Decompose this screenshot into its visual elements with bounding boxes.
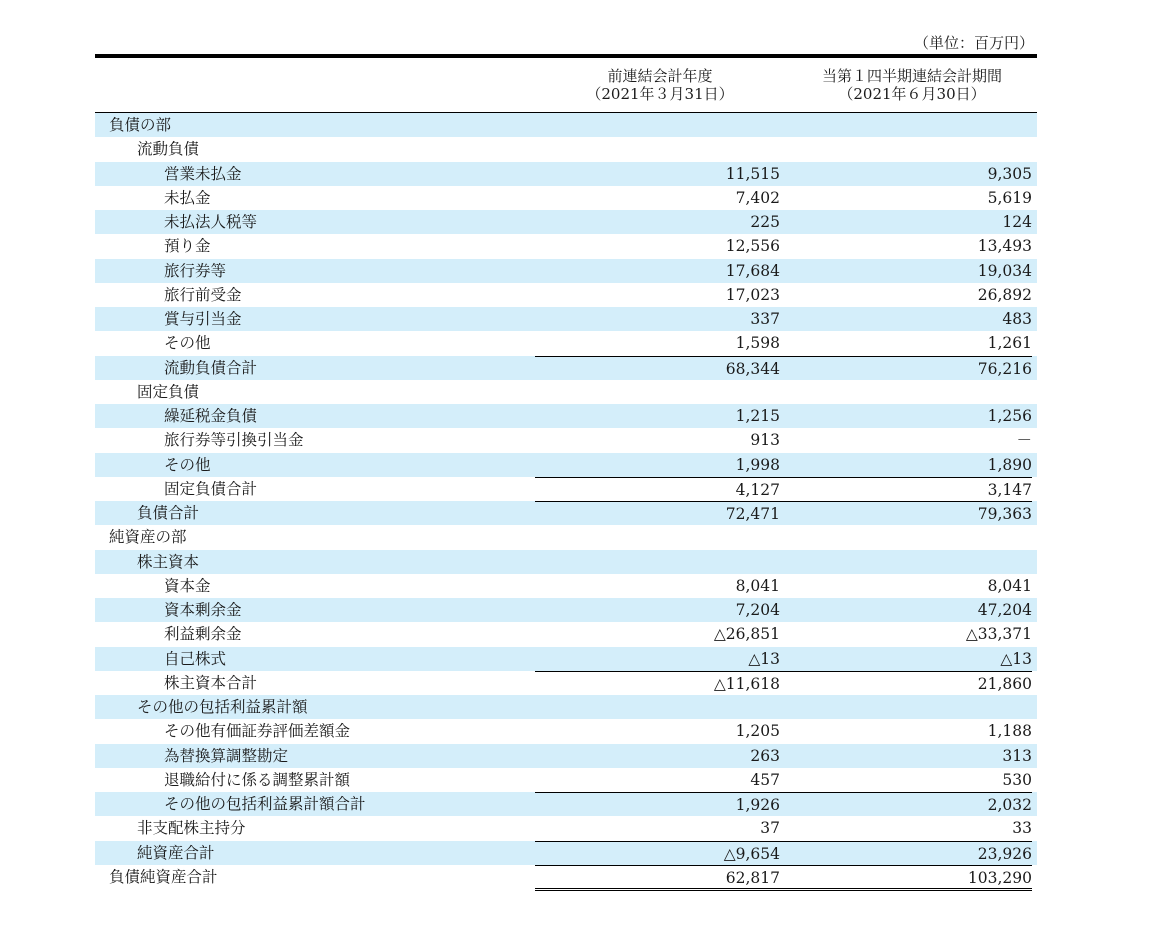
table-row bbox=[95, 574, 1037, 598]
row-value-curr: 19,034 bbox=[977, 261, 1032, 280]
row-label: 利益剰余金 bbox=[164, 625, 242, 644]
table-row bbox=[95, 719, 1037, 743]
row-value-curr: 313 bbox=[1002, 746, 1032, 765]
row-value-prev: △9,654 bbox=[535, 841, 780, 866]
table-row bbox=[95, 865, 1037, 889]
column-header-prev-date: （2021年３月31日） bbox=[586, 85, 734, 103]
row-value-prev: 8,041 bbox=[735, 576, 780, 595]
table-row bbox=[95, 695, 1037, 719]
row-value-prev: 1,215 bbox=[735, 407, 780, 425]
row-label: 負債の部 bbox=[109, 116, 172, 134]
row-value-curr: 1,188 bbox=[987, 722, 1032, 741]
row-label: 純資産の部 bbox=[109, 528, 187, 547]
table-row bbox=[95, 186, 1037, 210]
table-row bbox=[95, 356, 1037, 380]
row-value-prev: 7,204 bbox=[735, 601, 780, 619]
table-row bbox=[95, 331, 1037, 355]
row-label: 流動負債 bbox=[137, 140, 200, 159]
row-label: その他の包括利益累計額合計 bbox=[164, 795, 366, 813]
row-value-prev: △26,851 bbox=[713, 625, 780, 644]
row-value-prev: 4,127 bbox=[535, 477, 780, 502]
row-value-curr: 33 bbox=[1012, 819, 1032, 838]
row-value-curr: △13 bbox=[1000, 649, 1032, 668]
table-row bbox=[95, 453, 1037, 477]
row-value-prev: 1,998 bbox=[735, 455, 780, 474]
row-label: 流動負債合計 bbox=[164, 358, 258, 377]
row-value-curr: 79,363 bbox=[780, 501, 1032, 526]
row-value-prev: 37 bbox=[760, 819, 780, 838]
row-value-curr: 2,032 bbox=[780, 792, 1032, 817]
row-value-curr: － bbox=[1016, 431, 1032, 450]
row-label: 固定負債 bbox=[137, 382, 200, 401]
row-value-curr: 21,860 bbox=[780, 671, 1032, 696]
row-value-prev: 62,817 bbox=[535, 865, 780, 891]
row-label: その他有価証券評価差額金 bbox=[164, 722, 351, 741]
row-value-curr: 3,147 bbox=[780, 477, 1032, 502]
table-body bbox=[95, 113, 1037, 889]
row-label: その他 bbox=[164, 455, 211, 474]
row-label: 未払金 bbox=[164, 188, 211, 207]
column-header-prev bbox=[535, 67, 785, 103]
table-row bbox=[95, 841, 1037, 865]
table-row bbox=[95, 234, 1037, 258]
table-row bbox=[95, 283, 1037, 307]
row-label: 負債純資産合計 bbox=[109, 867, 218, 886]
table-row bbox=[95, 380, 1037, 404]
row-label: 資本金 bbox=[164, 576, 211, 595]
unit-label: （単位：百万円） bbox=[913, 34, 1034, 52]
row-label: 純資産合計 bbox=[137, 843, 215, 862]
table-row bbox=[95, 525, 1037, 549]
row-value-prev: 17,684 bbox=[725, 261, 780, 280]
column-header-curr-date: （2021年６月30日） bbox=[838, 85, 986, 103]
table-row bbox=[95, 210, 1037, 234]
row-value-curr: 9,305 bbox=[987, 164, 1032, 183]
row-value-prev: 7,402 bbox=[735, 188, 780, 207]
table-row bbox=[95, 477, 1037, 501]
row-label: 退職給付に係る調整累計額 bbox=[164, 770, 351, 789]
table-row bbox=[95, 307, 1037, 331]
row-value-prev: 1,598 bbox=[735, 334, 780, 353]
table-row bbox=[95, 816, 1037, 840]
row-value-curr: △33,371 bbox=[965, 625, 1032, 644]
row-value-prev: 913 bbox=[750, 431, 780, 450]
row-label: その他 bbox=[164, 334, 211, 353]
row-value-prev: 12,556 bbox=[725, 237, 780, 256]
row-value-prev: 225 bbox=[750, 213, 780, 231]
row-label: 株主資本 bbox=[137, 552, 200, 571]
row-value-prev: 263 bbox=[750, 746, 780, 765]
row-value-curr: 26,892 bbox=[977, 285, 1032, 304]
row-label: 為替換算調整勘定 bbox=[164, 746, 289, 765]
row-value-curr: 124 bbox=[1002, 213, 1032, 231]
row-value-prev: 17,023 bbox=[725, 285, 780, 304]
row-value-curr: 8,041 bbox=[987, 576, 1032, 595]
row-value-curr: 13,493 bbox=[977, 237, 1032, 256]
row-label: 繰延税金負債 bbox=[164, 407, 258, 425]
row-value-curr: 483 bbox=[1002, 310, 1032, 328]
row-value-prev: 1,926 bbox=[535, 792, 780, 817]
row-value-prev: △13 bbox=[748, 649, 780, 668]
row-value-curr: 76,216 bbox=[780, 356, 1032, 381]
row-label: 自己株式 bbox=[164, 649, 227, 668]
balance-sheet-table bbox=[95, 54, 1037, 889]
table-row bbox=[95, 598, 1037, 622]
row-value-curr: 1,256 bbox=[987, 407, 1032, 425]
row-value-curr: 530 bbox=[1002, 770, 1032, 789]
column-header-prev-title: 前連結会計年度 bbox=[607, 67, 713, 85]
table-row bbox=[95, 622, 1037, 646]
row-label: 賞与引当金 bbox=[164, 310, 242, 328]
column-header-curr-title: 当第１四半期連結会計期間 bbox=[821, 67, 1002, 85]
row-label: 営業未払金 bbox=[164, 164, 242, 183]
row-label: 非支配株主持分 bbox=[137, 819, 246, 838]
row-label: その他の包括利益累計額 bbox=[137, 698, 308, 716]
table-row bbox=[95, 137, 1037, 161]
table-row bbox=[95, 501, 1037, 525]
row-value-prev: 68,344 bbox=[535, 356, 780, 381]
row-label: 預り金 bbox=[164, 237, 211, 256]
row-value-prev: △11,618 bbox=[535, 671, 780, 696]
row-label: 資本剰余金 bbox=[164, 601, 242, 619]
row-value-prev: 337 bbox=[750, 310, 780, 328]
table-row bbox=[95, 671, 1037, 695]
table-row bbox=[95, 162, 1037, 186]
row-value-curr: 1,261 bbox=[987, 334, 1032, 353]
table-row bbox=[95, 768, 1037, 792]
table-row bbox=[95, 647, 1037, 671]
table-row bbox=[95, 113, 1037, 137]
table-row bbox=[95, 428, 1037, 452]
table-row bbox=[95, 259, 1037, 283]
row-label: 固定負債合計 bbox=[164, 479, 258, 498]
row-value-curr: 1,890 bbox=[987, 455, 1032, 474]
row-value-curr: 5,619 bbox=[987, 188, 1032, 207]
row-value-prev: 72,471 bbox=[535, 501, 780, 526]
row-value-prev: 11,515 bbox=[725, 164, 780, 183]
table-row bbox=[95, 744, 1037, 768]
row-value-prev: 1,205 bbox=[735, 722, 780, 741]
table-row bbox=[95, 404, 1037, 428]
row-label: 負債合計 bbox=[137, 504, 200, 522]
table-row bbox=[95, 792, 1037, 816]
column-header bbox=[95, 58, 1037, 113]
row-label: 旅行前受金 bbox=[164, 285, 242, 304]
row-value-curr: 23,926 bbox=[780, 841, 1032, 866]
row-value-prev: 457 bbox=[750, 770, 780, 789]
column-header-curr bbox=[787, 67, 1037, 103]
row-label: 株主資本合計 bbox=[164, 673, 258, 692]
row-label: 未払法人税等 bbox=[164, 213, 258, 231]
table-row bbox=[95, 550, 1037, 574]
row-value-curr: 103,290 bbox=[780, 865, 1032, 891]
row-value-curr: 47,204 bbox=[977, 601, 1032, 619]
row-label: 旅行券等 bbox=[164, 261, 227, 280]
row-label: 旅行券等引換引当金 bbox=[164, 431, 304, 450]
